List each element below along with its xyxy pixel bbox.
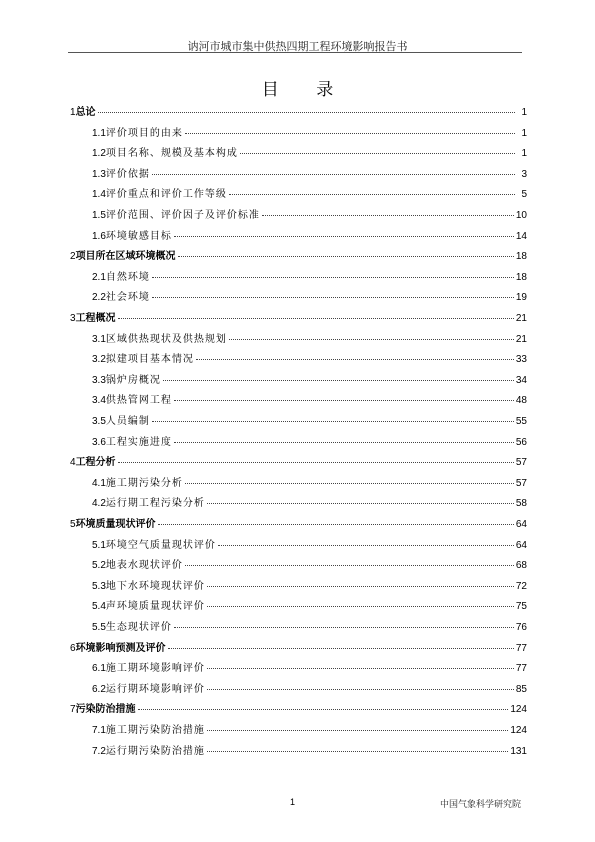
- toc-dot-leader: [118, 462, 514, 463]
- toc-entry-number: 3.2: [92, 354, 106, 366]
- toc-entry-title: 工程概况: [75, 313, 116, 324]
- toc-section-entry[interactable]: [92, 599, 527, 615]
- toc-entry-number: 2.2: [92, 292, 106, 304]
- toc-entry-page-number: 18: [515, 271, 527, 283]
- toc-entry-number: 6.2: [92, 683, 106, 695]
- toc-entry-page-number: 21: [515, 333, 527, 345]
- toc-entry-number: 5.2: [92, 560, 106, 572]
- toc-entry-number: 3.5: [92, 416, 106, 427]
- toc-entry-number: 3.6: [92, 436, 106, 448]
- toc-entry-number: 1.4: [92, 189, 106, 201]
- toc-entry-number: 7.1: [92, 725, 106, 736]
- toc-chapter-entry[interactable]: [70, 311, 527, 327]
- toc-entry-page-number: 75: [515, 601, 527, 613]
- toc-section-entry[interactable]: [92, 476, 527, 492]
- toc-entry-title: 环境质量现状评价: [75, 519, 156, 530]
- toc-entry-title: 项目所在区域环境概况: [75, 251, 176, 263]
- toc-dot-leader: [174, 627, 514, 628]
- toc-entry-page-number: 64: [515, 539, 527, 551]
- toc-chapter-entry[interactable]: [70, 105, 527, 121]
- toc-dot-leader: [185, 133, 515, 134]
- toc-dot-leader: [207, 751, 508, 752]
- toc-entry-title: 声环境质量现状评价: [105, 601, 205, 613]
- toc-entry-number: 6.1: [92, 663, 106, 675]
- toc-entry-number: 4.2: [92, 498, 106, 510]
- toc-entry-number: 4: [70, 457, 76, 469]
- toc-section-entry[interactable]: [92, 352, 527, 368]
- toc-entry-title: 锅炉房概况: [105, 374, 161, 386]
- toc-entry-page-number: 131: [510, 745, 527, 757]
- toc-entry-title: 人员编制: [105, 416, 150, 427]
- toc-section-entry[interactable]: [92, 146, 527, 162]
- toc-dot-leader: [168, 648, 514, 649]
- toc-entry-number: 1: [70, 107, 76, 118]
- toc-dot-leader: [196, 359, 514, 360]
- toc-entry-page-number: 1: [521, 107, 527, 118]
- toc-entry-title: 评价依据: [105, 168, 150, 180]
- footer-page-number: 1: [290, 797, 296, 807]
- toc-entry-number: 2: [70, 251, 76, 263]
- toc-dot-leader: [207, 689, 514, 690]
- toc-chapter-entry[interactable]: [70, 455, 527, 471]
- toc-dot-leader: [178, 256, 514, 257]
- toc-entry-title: 项目名称、规模及基本构成: [105, 148, 238, 160]
- toc-dot-leader: [138, 709, 509, 710]
- toc-chapter-entry[interactable]: [70, 641, 527, 657]
- toc-dot-leader: [262, 215, 514, 216]
- toc-section-entry[interactable]: [92, 167, 527, 183]
- toc-entry-page-number: 55: [515, 416, 527, 427]
- toc-entry-page-number: 124: [510, 725, 527, 736]
- toc-section-entry[interactable]: [92, 661, 527, 677]
- toc-dot-leader: [174, 236, 514, 237]
- toc-section-entry[interactable]: [92, 538, 527, 554]
- toc-dot-leader: [207, 586, 514, 587]
- toc-section-entry[interactable]: [92, 682, 527, 698]
- toc-dot-leader: [98, 112, 515, 113]
- toc-entry-page-number: 48: [515, 395, 527, 407]
- toc-section-entry[interactable]: [92, 579, 527, 595]
- toc-entry-title: 工程实施进度: [105, 436, 172, 448]
- toc-dot-leader: [174, 400, 514, 401]
- toc-section-entry[interactable]: [92, 332, 527, 348]
- toc-dot-leader: [207, 730, 508, 731]
- toc-entry-number: 3: [70, 313, 76, 324]
- toc-entry-number: 7.2: [92, 745, 106, 757]
- toc-dot-leader: [185, 483, 514, 484]
- toc-section-entry[interactable]: [92, 744, 527, 760]
- toc-entry-number: 5: [70, 519, 76, 530]
- toc-entry-title: 总论: [75, 107, 96, 118]
- toc-entry-page-number: 64: [515, 519, 527, 530]
- toc-entry-title: 评价项目的由来: [105, 127, 183, 139]
- toc-entry-number: 5.1: [92, 539, 106, 551]
- toc-dot-leader: [152, 174, 515, 175]
- toc-dot-leader: [163, 380, 514, 381]
- toc-entry-title: 运行期工程污染分析: [105, 498, 205, 510]
- toc-section-entry[interactable]: [92, 208, 527, 224]
- toc-entry-number: 1.5: [92, 210, 106, 221]
- toc-entry-number: 5.3: [92, 580, 106, 592]
- toc-section-entry[interactable]: [92, 723, 527, 739]
- toc-entry-number: 4.1: [92, 477, 106, 489]
- toc-entry-number: 2.1: [92, 271, 106, 283]
- toc-entry-page-number: 34: [515, 374, 527, 386]
- toc-section-entry[interactable]: [92, 187, 527, 203]
- toc-entry-title: 拟建项目基本情况: [105, 354, 194, 366]
- toc-entry-page-number: 21: [515, 313, 527, 324]
- toc-entry-number: 3.1: [92, 333, 106, 345]
- toc-entry-title: 地表水现状评价: [105, 560, 183, 572]
- toc-entry-title: 运行期环境影响评价: [105, 683, 205, 695]
- toc-section-entry[interactable]: [92, 229, 527, 245]
- toc-dot-leader: [207, 606, 514, 607]
- toc-section-entry[interactable]: [92, 414, 527, 430]
- toc-section-entry[interactable]: [92, 373, 527, 389]
- toc-section-entry[interactable]: [92, 290, 527, 306]
- toc-entry-title: 环境空气质量现状评价: [105, 539, 216, 551]
- toc-entry-title: 污染防治措施: [75, 704, 136, 716]
- toc-entry-page-number: 56: [515, 436, 527, 448]
- toc-section-entry[interactable]: [92, 270, 527, 286]
- toc-entry-page-number: 58: [515, 498, 527, 510]
- toc-entry-page-number: 18: [515, 251, 527, 263]
- toc-entry-page-number: 68: [515, 560, 527, 572]
- toc-entry-page-number: 5: [521, 189, 527, 201]
- toc-entry-number: 7: [70, 704, 76, 716]
- toc-dot-leader: [185, 565, 514, 566]
- toc-entry-page-number: 76: [515, 622, 527, 633]
- running-header: 讷河市城市集中供热四期工程环境影响报告书: [187, 40, 408, 53]
- toc-dot-leader: [229, 194, 515, 195]
- toc-entry-title: 区域供热现状及供热规划: [105, 333, 227, 345]
- toc-dot-leader: [152, 297, 514, 298]
- toc-entry-number: 3.3: [92, 374, 106, 386]
- toc-heading: 目 录: [261, 80, 350, 100]
- toc-entry-number: 1.6: [92, 230, 106, 242]
- toc-entry-title: 自然环境: [105, 271, 150, 283]
- toc-dot-leader: [229, 339, 514, 340]
- toc-entry-title: 环境影响预测及评价: [75, 642, 166, 654]
- toc-section-entry[interactable]: [92, 126, 527, 142]
- toc-entry-page-number: 19: [515, 292, 527, 304]
- toc-entry-number: 5.4: [92, 601, 106, 613]
- toc-entry-title: 工程分析: [75, 457, 116, 469]
- toc-entry-page-number: 124: [510, 704, 527, 716]
- toc-entry-page-number: 33: [515, 354, 527, 366]
- toc-entry-title: 评价范围、评价因子及评价标准: [105, 210, 260, 221]
- toc-dot-leader: [152, 421, 514, 422]
- toc-chapter-entry[interactable]: [70, 702, 527, 718]
- toc-entry-page-number: 57: [515, 457, 527, 469]
- toc-entry-page-number: 72: [515, 580, 527, 592]
- toc-entry-page-number: 85: [515, 683, 527, 695]
- toc-entry-page-number: 57: [515, 477, 527, 489]
- toc-entry-page-number: 77: [515, 663, 527, 675]
- toc-dot-leader: [240, 153, 515, 154]
- toc-chapter-entry[interactable]: [70, 517, 527, 533]
- toc-entry-title: 环境敏感目标: [105, 230, 172, 242]
- header-rule: [68, 52, 522, 53]
- toc-dot-leader: [152, 277, 514, 278]
- toc-entry-number: 3.4: [92, 395, 106, 407]
- toc-entry-page-number: 10: [515, 210, 527, 221]
- toc-dot-leader: [174, 442, 514, 443]
- toc-entry-title: 施工期污染分析: [105, 477, 183, 489]
- toc-entry-page-number: 77: [515, 642, 527, 654]
- toc-entry-number: 5.5: [92, 622, 106, 633]
- toc-entry-number: 1.1: [92, 127, 106, 139]
- toc-entry-title: 供热管网工程: [105, 395, 172, 407]
- toc-dot-leader: [207, 503, 514, 504]
- toc-section-entry[interactable]: [92, 435, 527, 451]
- toc-section-entry[interactable]: [92, 496, 527, 512]
- toc-entry-number: 6: [70, 642, 76, 654]
- toc-dot-leader: [118, 318, 514, 319]
- toc-entry-title: 运行期污染防治措施: [105, 745, 205, 757]
- toc-entry-page-number: 14: [515, 230, 527, 242]
- toc-chapter-entry[interactable]: [70, 249, 527, 265]
- toc-entry-title: 生态现状评价: [105, 622, 172, 633]
- toc-section-entry[interactable]: [92, 558, 527, 574]
- toc-section-entry[interactable]: [92, 620, 527, 636]
- toc-dot-leader: [158, 524, 514, 525]
- toc-dot-leader: [207, 668, 514, 669]
- toc-entry-number: 1.2: [92, 148, 106, 160]
- toc-entry-title: 施工期污染防治措施: [105, 725, 205, 736]
- toc-entry-title: 社会环境: [105, 292, 150, 304]
- footer-organization: 中国气象科学研究院: [440, 800, 522, 810]
- toc-entry-title: 地下水环境现状评价: [105, 580, 205, 592]
- toc-dot-leader: [218, 545, 514, 546]
- toc-entry-page-number: 1: [521, 127, 527, 139]
- toc-entry-title: 施工期环境影响评价: [105, 663, 205, 675]
- toc-entry-number: 1.3: [92, 168, 106, 180]
- toc-entry-title: 评价重点和评价工作等级: [105, 189, 227, 201]
- toc-entry-page-number: 3: [521, 168, 527, 180]
- toc-entry-page-number: 1: [521, 148, 527, 160]
- toc-section-entry[interactable]: [92, 393, 527, 409]
